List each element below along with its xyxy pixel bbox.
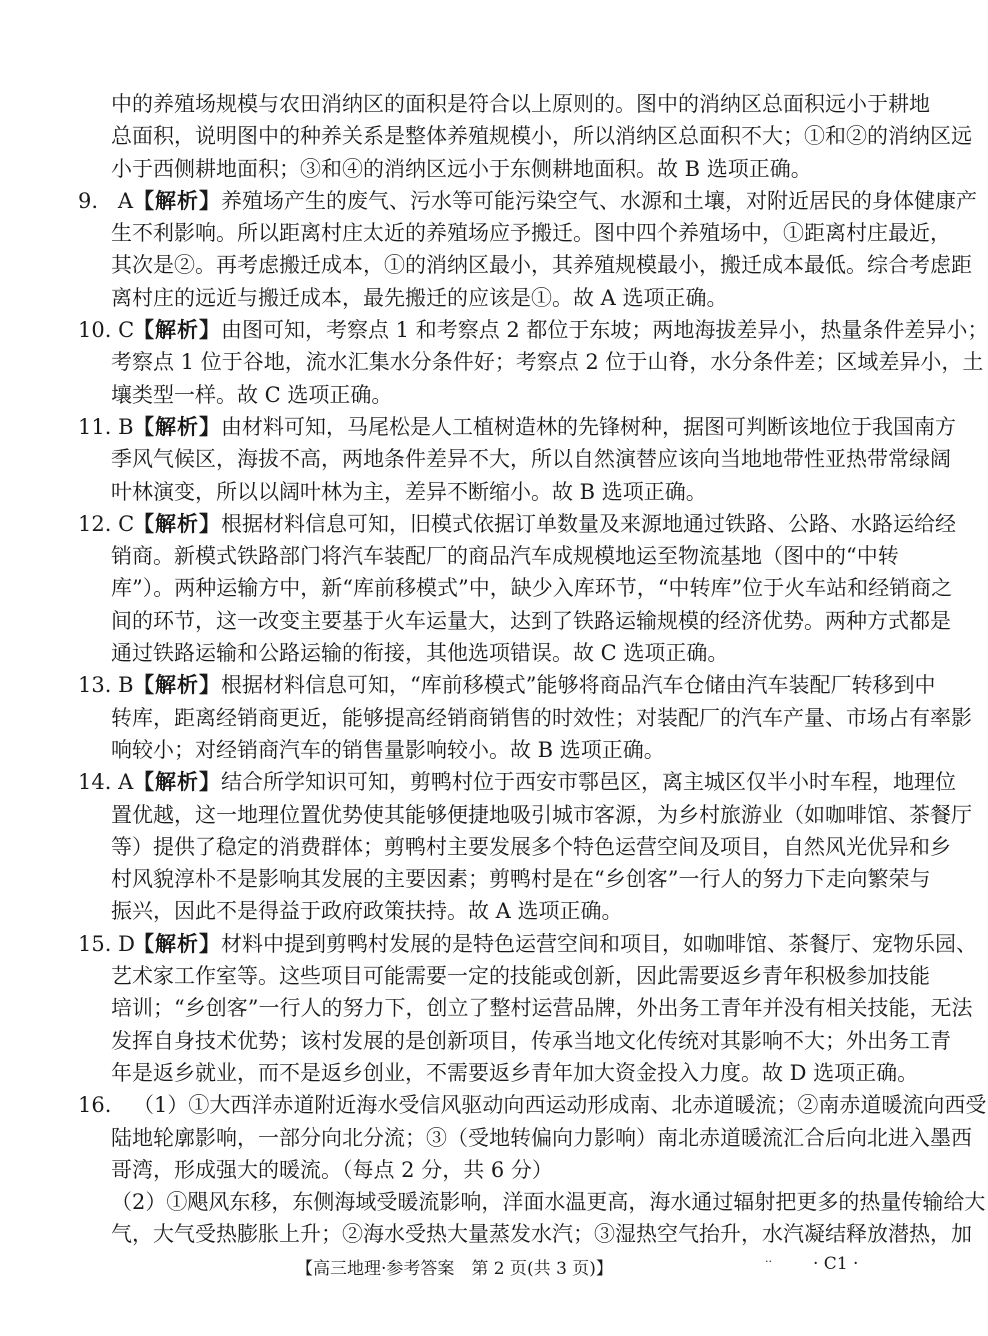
text-line: 发挥自身技术优势；该村发展的是创新项目，传承当地文化传统对其影响不大；外出务工青 [111, 1028, 951, 1053]
text-line: 销商。新模式铁路部门将汽车装配厂的商品汽车成规模地运至物流基地（图中的“中转 [111, 544, 899, 569]
text-line: 叶林演变，所以以阔叶林为主，差异不断缩小。故 B 选项正确。 [111, 479, 707, 504]
text-line: 陆地轮廓影响，一部分向北分流；③（受地转偏向力影响）南北赤道暖流汇合后向北进入墨西 [111, 1125, 972, 1150]
text-line: 年是返乡就业，而不是返乡创业，不需要返乡青年加大资金投入力度。故 D 选项正确。 [111, 1060, 919, 1085]
answer-9 [78, 185, 977, 314]
text-line: 振兴，因此不是得益于政府政策扶持。故 A 选项正确。 [111, 899, 623, 924]
answer-text: 由图可知，考察点 1 和考察点 2 都位于东坡；两地海拔差异小，热量条件差异小； [221, 318, 988, 343]
text-line: 考察点 1 位于谷地，流水汇集水分条件好；考察点 2 位于山脊，水分条件差；区域差异小，土 [111, 350, 984, 375]
answer-text: 材料中提到剪鸭村发展的是特色运营空间和项目，如咖啡馆、茶餐厅、宠物乐园、 [221, 931, 977, 956]
text-line: （2）①飓风东移，东侧海域受暖流影响，洋面水温更高，海水通过辐射把更多的热量传输给大 [111, 1190, 986, 1215]
answer-number: 10. C [78, 318, 135, 343]
text-line: 响较小；对经销商汽车的销售量影响较小。故 B 选项正确。 [111, 737, 665, 762]
answer-first-line [78, 766, 956, 798]
analysis-tag: 【解析】 [133, 931, 221, 956]
text-line: 季风气候区，海拔不高，两地条件差异不大，所以自然演替应该向当地地带性亚热带常绿阔 [111, 447, 951, 472]
answer-number: 14. A [78, 770, 134, 795]
analysis-tag: 【解析】 [133, 770, 221, 795]
answer-first-line [78, 411, 956, 443]
analysis-tag: 【解析】 [133, 673, 221, 698]
answer-10 [78, 314, 988, 411]
text-line: 通过铁路运输和公路运输的衔接，其他选项错误。故 C 选项正确。 [111, 641, 729, 666]
text-line: 中的养殖场规模与农田消纳区的面积是符合以上原则的。图中的消纳区总面积远小于耕地 [111, 92, 930, 116]
answer-number: 9. A [78, 188, 133, 213]
text-line: 哥湾，形成强大的暖流。（每点 2 分，共 6 分） [111, 1157, 553, 1182]
analysis-tag: 【解析】 [133, 318, 221, 343]
answer-text: 结合所学知识可知，剪鸭村位于西安市鄠邑区，离主城区仅半小时车程，地理位 [221, 770, 956, 795]
answer-number: 13. B [78, 673, 134, 698]
answer-11 [78, 411, 956, 508]
text-line: 生不利影响。所以距离村庄太近的养殖场应予搬迁。图中四个养殖场中，①距离村庄最近， [111, 221, 951, 246]
text-line: 转库，距离经销商更近，能够提高经销商销售的时效性；对装配厂的汽车产量、市场占有率影 [111, 705, 972, 730]
answer-first-line [78, 314, 988, 346]
answer-number: 16. [78, 1093, 112, 1118]
answer-text: 根据材料信息可知，旧模式依据订单数量及来源地通过铁路、公路、水路运给经 [221, 511, 956, 536]
answer-number: 15. D [78, 931, 135, 956]
text-line: 气，大气受热膨胀上升；②海水受热大量蒸发水汽；③湿热空气抬升，水汽凝结释放潜热，加 [111, 1222, 972, 1247]
answer-15 [78, 928, 977, 1089]
answer-text: 养殖场产生的废气、污水等可能污染空气、水源和土壤，对附近居民的身体健康产 [221, 188, 977, 213]
answer-12 [78, 508, 956, 669]
answer-first-line [78, 928, 977, 960]
text-line: 置优越，这一地理位置优势使其能够便捷地吸引城市客源，为乡村旅游业（如咖啡馆、茶餐厅 [111, 802, 972, 827]
footer-mark: .. [765, 1252, 772, 1265]
analysis-tag: 【解析】 [133, 414, 221, 439]
answer-text: 由材料可知，马尾松是人工植树造林的先锋树种，据图可判断该地位于我国南方 [221, 414, 956, 439]
answer-13 [78, 669, 972, 766]
text-line: 等）提供了稳定的消费群体；剪鸭村主要发展多个特色运营空间及项目，自然风光优异和乡 [111, 834, 951, 859]
analysis-tag: 【解析】 [133, 188, 221, 213]
text-line: 库”）。两种运输方中，新“库前移模式”中，缺少入库环节，“中转库”位于火车站和经销商之 [111, 576, 953, 601]
answer-text: 根据材料信息可知，“库前移模式”能够将商品汽车仓储由汽车装配厂转移到中 [221, 673, 936, 698]
answer-14 [78, 766, 972, 927]
text-line: 其次是②。再考虑搬迁成本，①的消纳区最小，其养殖规模最小，搬迁成本最低。综合考虑距 [111, 253, 972, 278]
intro-paragraph [78, 88, 972, 185]
answer-16 [78, 1089, 987, 1250]
answer-first-line [78, 1089, 987, 1121]
footer-page-info: 【高三地理·参考答案 第 2 页(共 3 页)】 [296, 1259, 613, 1279]
answer-first-line [78, 185, 977, 217]
answer-first-line [78, 669, 936, 701]
footer-code: · C1 · [813, 1254, 859, 1274]
text-line: 离村庄的远近与搬迁成本，最先搬迁的应该是①。故 A 选项正确。 [111, 285, 728, 310]
answer-number: 11. B [78, 414, 134, 439]
answer-first-line [78, 508, 956, 540]
text-line: 小于西侧耕地面积；③和④的消纳区远小于东侧耕地面积。故 B 选项正确。 [111, 156, 812, 181]
analysis-tag: 【解析】 [133, 511, 221, 536]
text-line: 村风貌淳朴不是影响其发展的主要因素；剪鸭村是在“乡创客”一行人的努力下走向繁荣与 [111, 867, 931, 892]
text-line: 壤类型一样。故 C 选项正确。 [111, 382, 393, 407]
answer-number: 12. C [78, 511, 135, 536]
text-line: 总面积，说明图中的种养关系是整体养殖规模小，所以消纳区总面积不大；①和②的消纳区远 [111, 124, 972, 149]
answer-text: （1）①大西洋赤道附近海水受信风驱动向西运动形成南、北赤道暖流；②南赤道暖流向西受 [133, 1093, 987, 1118]
text-line: 培训；“乡创客”一行人的努力下，创立了整村运营品牌，外出务工青年并没有相关技能，无法 [111, 996, 973, 1021]
text-line: 间的环节，这一改变主要基于火车运量大，达到了铁路运输规模的经济优势。两种方式都是 [111, 608, 951, 633]
answer-content [78, 88, 988, 1251]
text-line: 艺术家工作室等。这些项目可能需要一定的技能或创新，因此需要返乡青年积极参加技能 [111, 964, 930, 989]
